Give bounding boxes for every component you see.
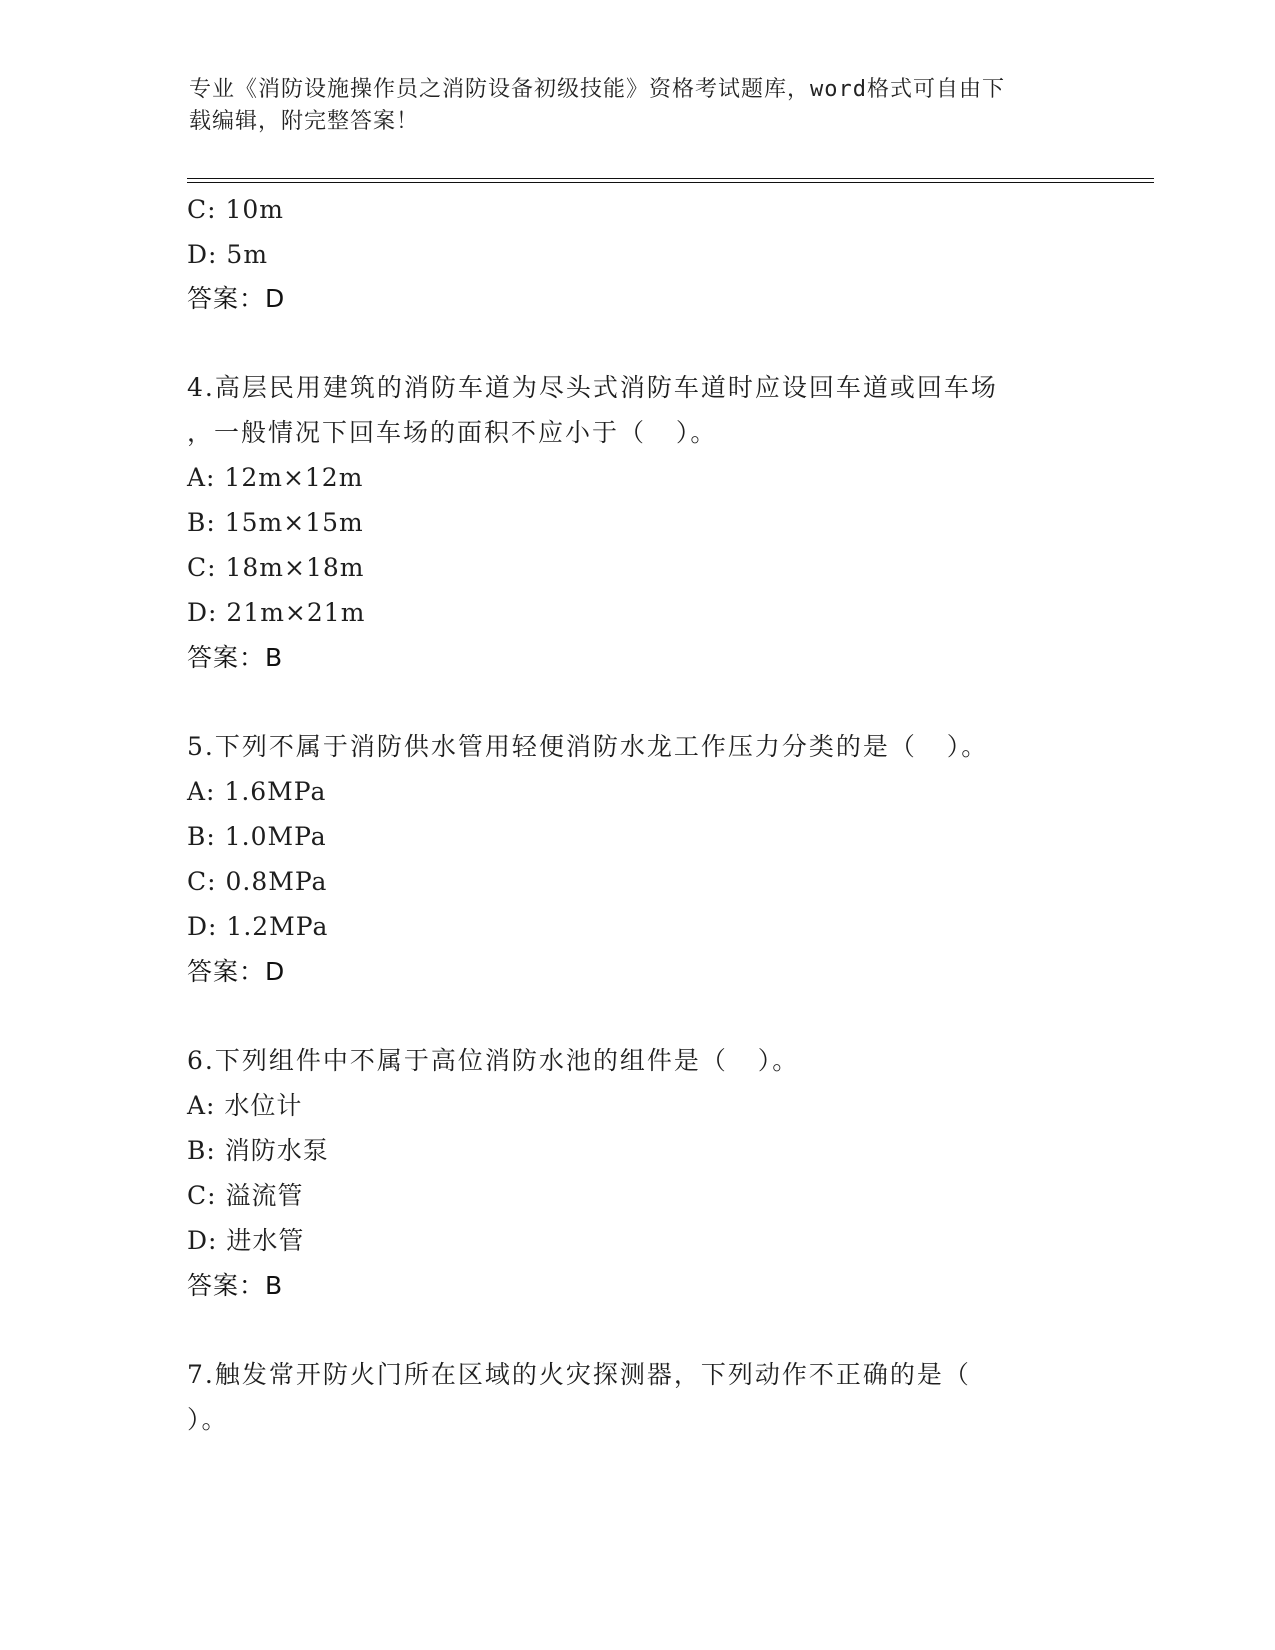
question-4-option-a: A: 12m×12m <box>187 463 364 492</box>
question-5-option-d: D: 1.2MPa <box>187 912 329 941</box>
question-4-option-c: C: 18m×18m <box>187 553 365 582</box>
document-header <box>189 74 1089 138</box>
question-4-option-b: B: 15m×15m <box>187 508 364 537</box>
question-4-answer: 答案：B <box>187 643 284 672</box>
question-6-option-c: C: 溢流管 <box>187 1181 304 1210</box>
header-line-2: 载编辑，附完整答案！ <box>189 109 420 134</box>
question-6-option-b: B: 消防水泵 <box>187 1136 329 1165</box>
question-6-option-d: D: 进水管 <box>187 1226 305 1255</box>
question-6-stem: 6.下列组件中不属于高位消防水池的组件是（ ）。 <box>187 1046 800 1075</box>
header-line-1: 专业《消防设施操作员之消防设备初级技能》资格考试题库，word格式可自由下 <box>189 77 1005 102</box>
option-d: D: 5m <box>187 240 269 269</box>
question-5-answer: 答案：D <box>187 957 286 986</box>
header-divider-top <box>187 178 1154 179</box>
question-6-answer: 答案：B <box>187 1271 284 1300</box>
option-c: C: 10m <box>187 195 285 224</box>
answer-label: 答案：D <box>187 284 286 313</box>
question-7-stem: 7.触发常开防火门所在区域的火灾探测器，下列动作不正确的是（ <box>187 1360 971 1389</box>
question-5-option-c: C: 0.8MPa <box>187 867 328 896</box>
question-4-stem-cont: ，一般情况下回车场的面积不应小于（ ）。 <box>187 418 718 447</box>
question-4-stem: 4.高层民用建筑的消防车道为尽头式消防车道时应设回车道或回车场 <box>187 373 998 402</box>
question-5-stem: 5.下列不属于消防供水管用轻便消防水龙工作压力分类的是（ ）。 <box>187 732 989 761</box>
header-divider-bottom <box>187 182 1154 183</box>
question-5-option-a: A: 1.6MPa <box>187 777 327 806</box>
question-7-stem-cont: ）。 <box>187 1405 229 1434</box>
question-5-option-b: B: 1.0MPa <box>187 822 327 851</box>
question-6-option-a: A: 水位计 <box>187 1091 303 1120</box>
question-4-option-d: D: 21m×21m <box>187 598 366 627</box>
